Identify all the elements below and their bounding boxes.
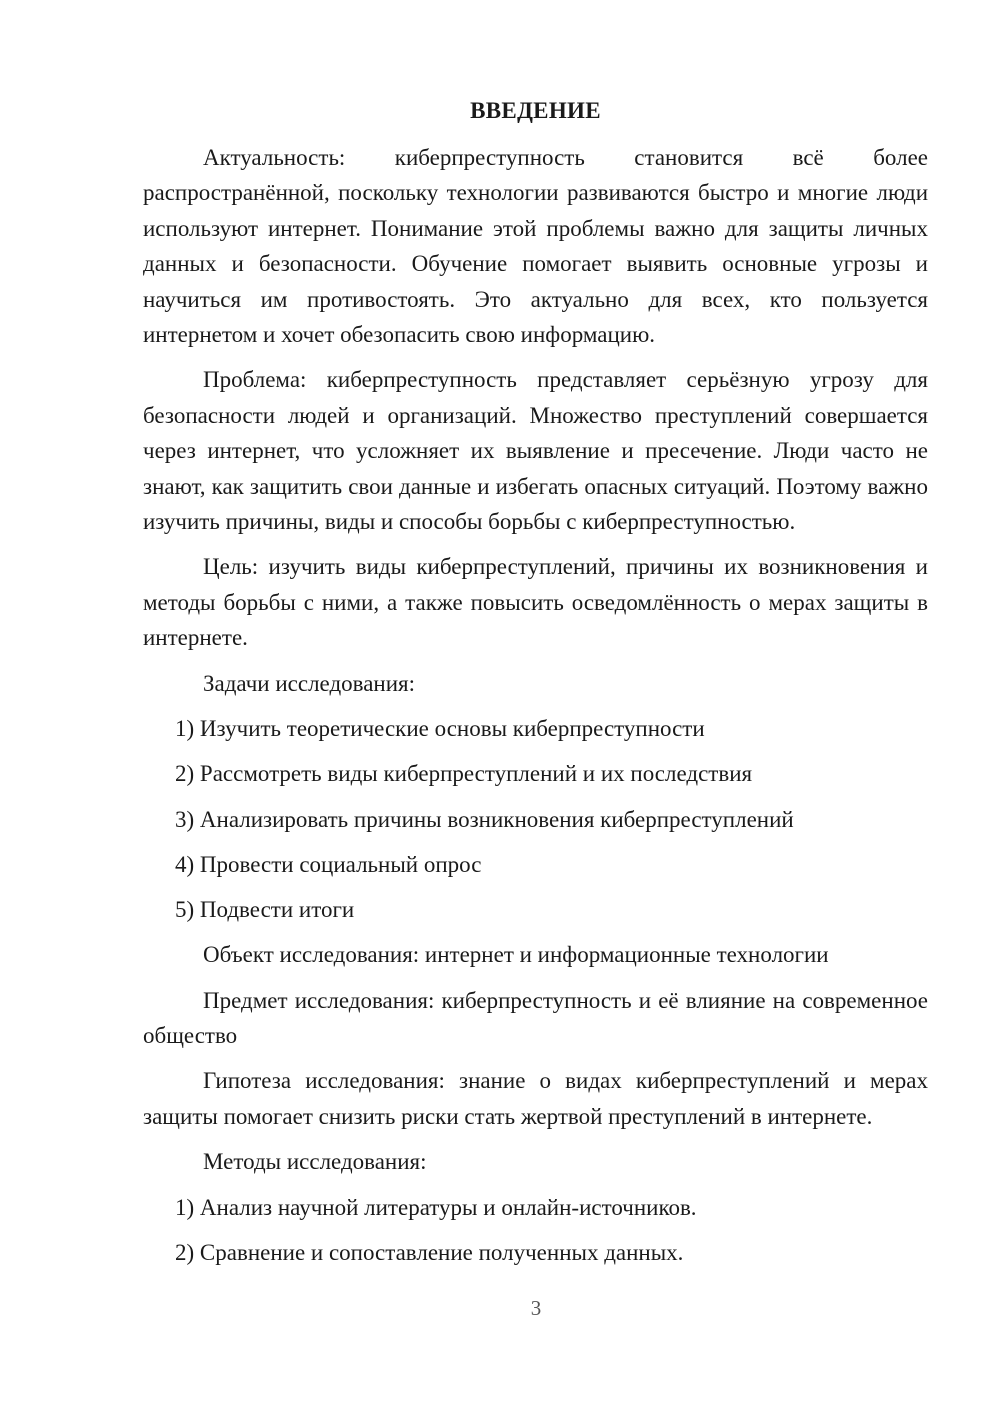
list-item: 4) Провести социальный опрос: [175, 851, 482, 877]
section-heading: ВВЕДЕНИЕ: [470, 98, 601, 123]
tasks-title: Задачи исследования:: [203, 670, 416, 696]
paragraph-goal: Цель: изучить виды киберпреступлений, причины их возникновения и методы борьбы с ними, а также повысить осведомлённость о мерах защиты в интернете.: [143, 554, 928, 651]
paragraph-hypothesis: Гипотеза исследования: знание о видах киберпреступлений и мерах защиты помогает снизить риски стать жертвой преступлений в интернете.: [143, 1068, 928, 1129]
paragraph-subject: Предмет исследования: киберпреступность и её влияние на современное общество: [143, 987, 928, 1048]
paragraph-relevance: Актуальность: киберпреступность становится всё более распространённой, поскольку технологии развиваются быстро и многие люди используют интернет. Понимание этой проблемы важно для защиты личных данных и безопасности. Обучение помогает выявить основные угрозы и научиться им противостоять. Это актуально для всех, кто пользуется интернетом и хочет обезопасить свою информацию.: [143, 145, 928, 348]
list-item: 3) Анализировать причины возникновения киберпреступлений: [175, 806, 794, 832]
page-number: 3: [530, 1296, 542, 1320]
paragraph-problem: Проблема: киберпреступность представляет серьёзную угрозу для безопасности людей и организаций. Множество преступлений совершается через интернет, что усложняет их выявление и пресечение. Люди часто не знают, как защитить свои данные и избегать опасных ситуаций. Поэтому важно изучить причины, виды и способы борьбы с киберпреступностью.: [143, 367, 928, 535]
paragraph-object: Объект исследования: интернет и информационные технологии: [203, 942, 829, 968]
methods-list: [143, 1190, 928, 1271]
list-item: 1) Изучить теоретические основы киберпреступности: [175, 716, 705, 742]
list-item: 1) Анализ научной литературы и онлайн-источников.: [175, 1194, 697, 1220]
methods-title: Методы исследования:: [203, 1149, 427, 1175]
list-item: 2) Рассмотреть виды киберпреступлений и их последствия: [175, 761, 753, 787]
list-item: 2) Сравнение и сопоставление полученных данных.: [175, 1239, 684, 1265]
list-item: 5) Подвести итоги: [175, 896, 355, 922]
page-content: [143, 96, 928, 1280]
tasks-list: [143, 711, 928, 927]
